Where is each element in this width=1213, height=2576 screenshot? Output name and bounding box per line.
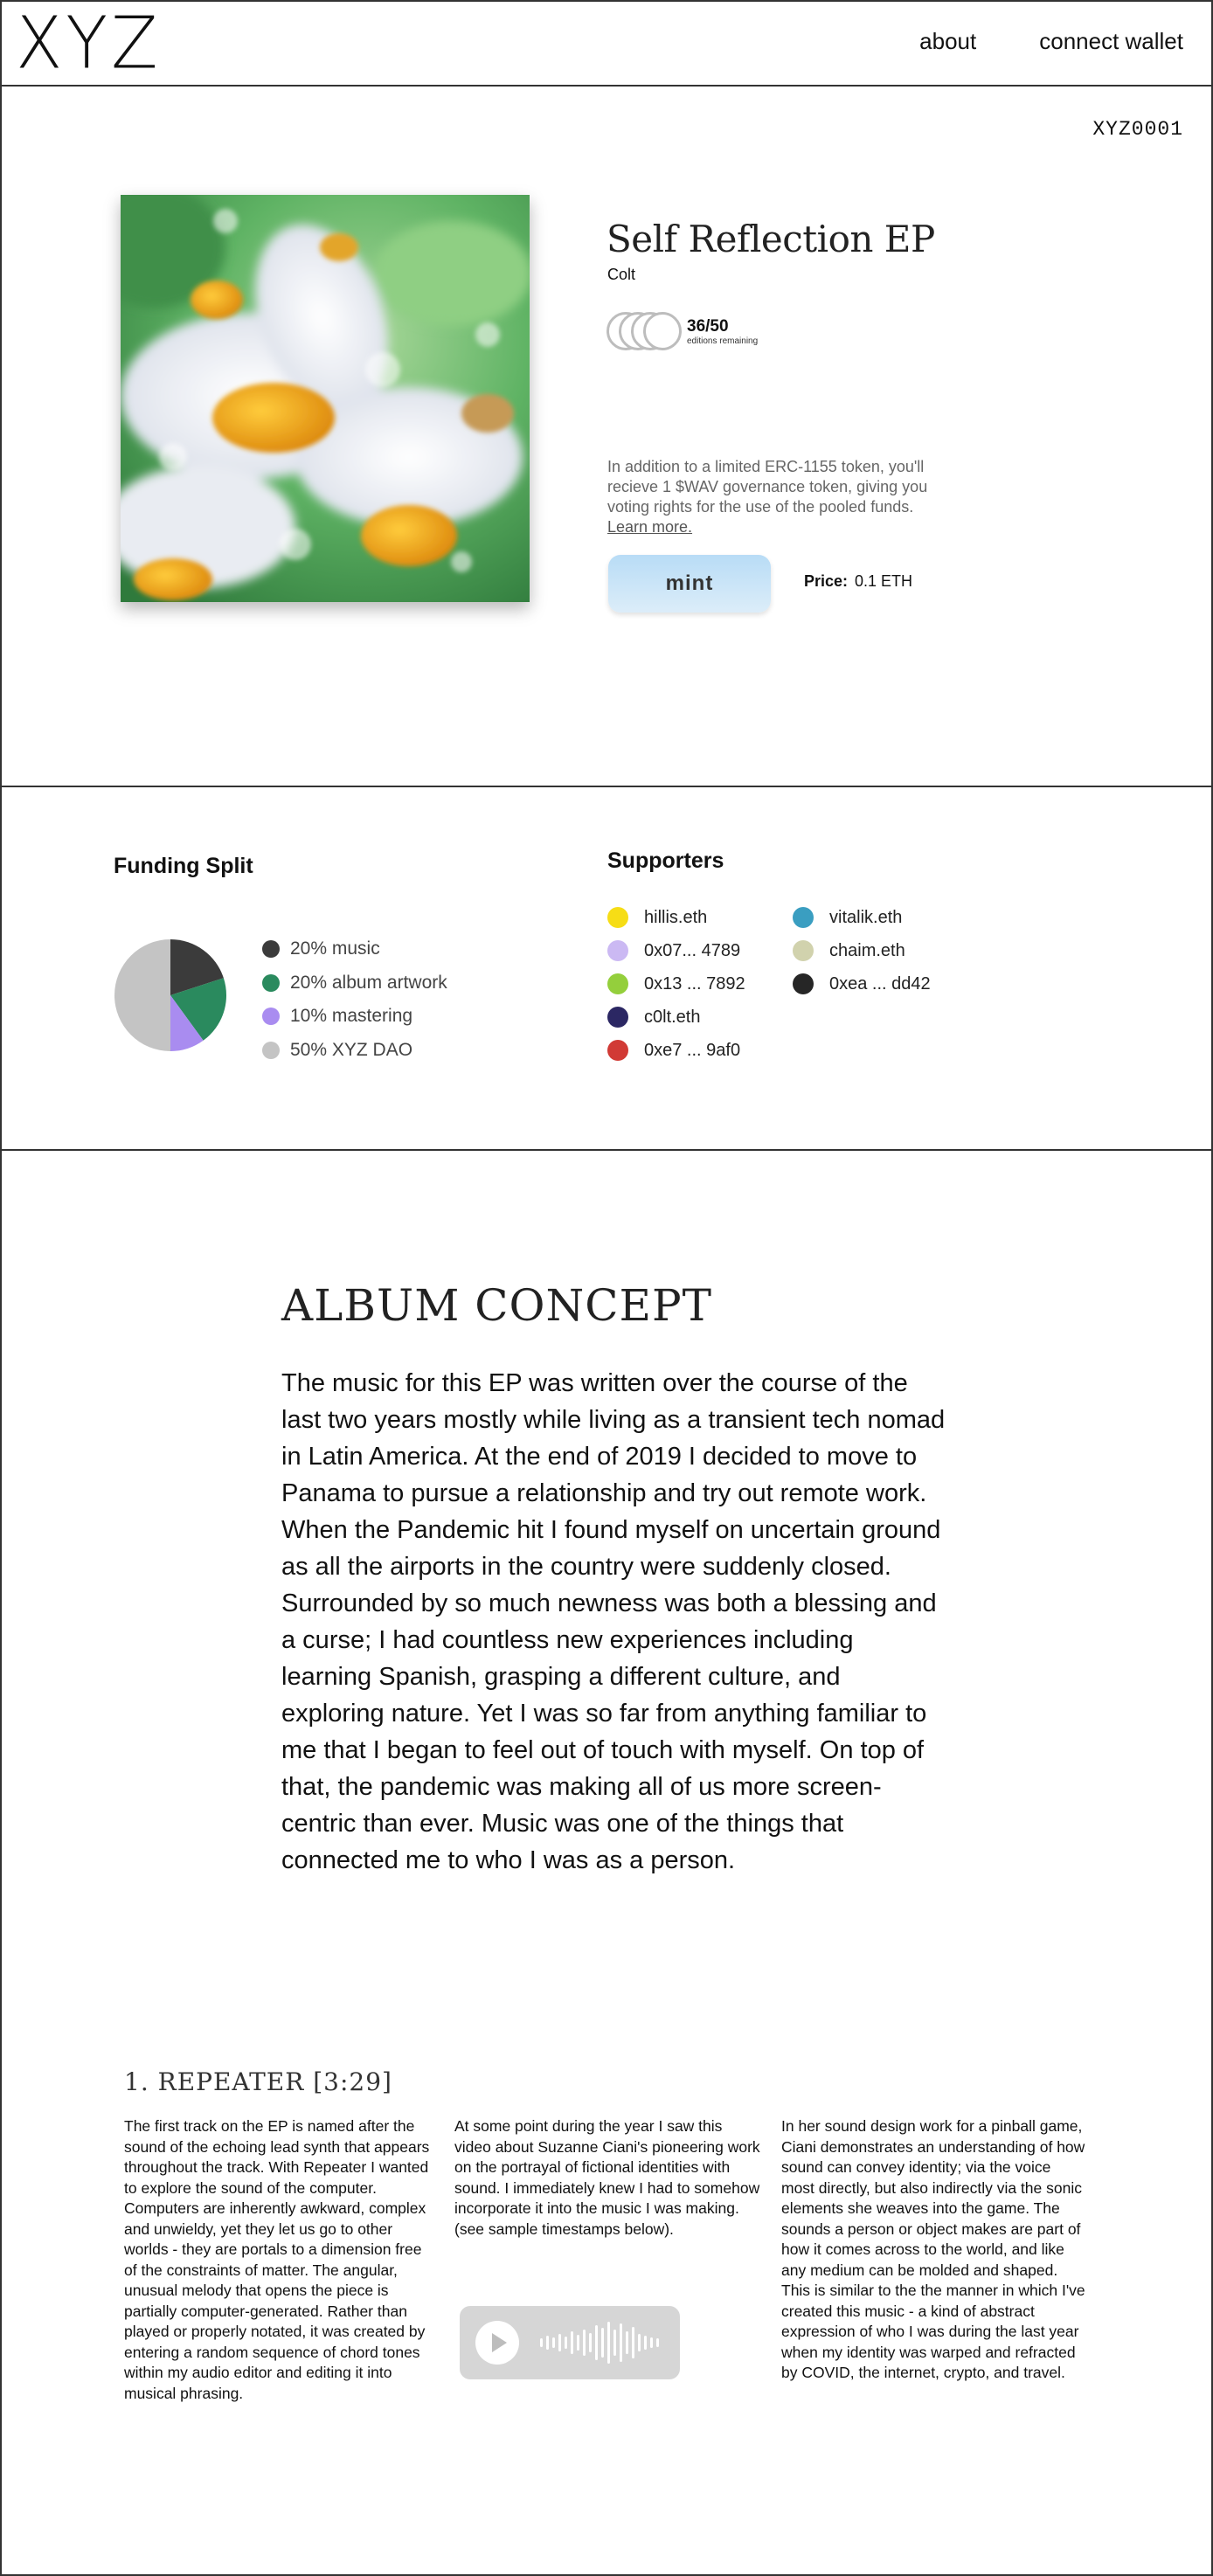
- supporter-item[interactable]: [607, 1034, 745, 1067]
- supporter-item[interactable]: [607, 1001, 745, 1034]
- funding-legend-item: [262, 932, 447, 966]
- album-concept-body: The music for this EP was written over the course of the last two years mostly while living as a transient tech nomad in Latin America. At the end of 2019 I decided to move to Panama to pursue a relationship and try out remote work. When the Pandemic hit I found myself on uncertain ground as all the airports in the country were suddenly closed. Surrounded by so much newness was both a blessing and a curse; I had countless new experiences including learning Spanish, grasping a different culture, and exploring nature. Yet I was so far from anything familiar to me that I began to feel out of touch with myself. On top of that, the pandemic was making all of us more screen-centric than ever. Music was one of the things that connected me to who I was as a person.: [281, 1369, 946, 1874]
- artist-name[interactable]: Colt: [607, 266, 636, 283]
- supporter-name: vitalik.eth: [829, 907, 903, 927]
- supporter-avatar-icon: [607, 1007, 628, 1028]
- price-value: 0.1 ETH: [855, 572, 913, 590]
- supporter-item[interactable]: [793, 934, 931, 967]
- supporter-avatar-icon: [607, 973, 628, 994]
- release-section: [0, 87, 1213, 787]
- supporters-list-left: [607, 901, 745, 1067]
- album-concept-title: ALBUM CONCEPT: [281, 1280, 713, 1331]
- track-title: 1. REPEATER [3:29]: [124, 2067, 392, 2096]
- legend-dot-icon: [262, 1042, 280, 1059]
- release-description: [607, 457, 948, 537]
- waveform-icon[interactable]: [540, 2316, 671, 2369]
- supporter-name: hillis.eth: [644, 907, 708, 927]
- supporters-list-right: [793, 901, 931, 1001]
- track-text-column-2: At some point during the year I saw this video about Suzanne Ciani's pioneering work on the portrayal of fictional identities with sound. I immediately knew I had to somehow incorporate it into the music I was making. (see sample timestamps below).: [454, 2117, 760, 2238]
- release-title: Self Reflection EP: [606, 218, 935, 260]
- supporters-title: Supporters: [607, 848, 724, 873]
- supporter-name: 0x07... 4789: [644, 940, 741, 960]
- album-cover-image: [121, 195, 530, 602]
- supporter-name: 0xe7 ... 9af0: [644, 1040, 741, 1060]
- supporter-avatar-icon: [793, 907, 814, 928]
- editions-label: editions remaining: [687, 336, 759, 346]
- legend-label: 20% music: [290, 938, 380, 959]
- pie-slice-3: [114, 939, 170, 1051]
- price: [804, 572, 912, 591]
- learn-more-link[interactable]: Learn more.: [607, 518, 693, 536]
- supporter-item[interactable]: [607, 901, 745, 934]
- connect-wallet-button[interactable]: connect wallet: [1039, 28, 1183, 54]
- supporter-avatar-icon: [793, 973, 814, 994]
- legend-dot-icon: [262, 974, 280, 992]
- legend-label: 50% XYZ DAO: [290, 1039, 413, 1060]
- mint-button[interactable]: mint: [608, 555, 771, 613]
- legend-label: 20% album artwork: [290, 972, 447, 993]
- site-header: [0, 0, 1213, 87]
- site-logo[interactable]: XYZ: [16, 2, 162, 86]
- supporter-name: chaim.eth: [829, 940, 905, 960]
- editions-count: 36/50: [687, 316, 729, 336]
- legend-label: 10% mastering: [290, 1006, 413, 1027]
- supporter-avatar-icon: [607, 940, 628, 961]
- price-label: Price:: [804, 572, 849, 590]
- funding-section: [0, 787, 1213, 1151]
- about-link[interactable]: about: [919, 28, 977, 54]
- supporter-item[interactable]: [793, 901, 931, 934]
- audio-player: [460, 2306, 680, 2379]
- supporter-item[interactable]: [607, 934, 745, 967]
- funding-split-title: Funding Split: [114, 854, 253, 878]
- funding-pie-chart: [114, 938, 227, 1052]
- legend-dot-icon: [262, 940, 280, 958]
- play-icon[interactable]: [475, 2321, 519, 2365]
- top-nav: [919, 28, 1183, 55]
- supporter-item[interactable]: [793, 967, 931, 1001]
- funding-legend-item: [262, 966, 447, 1001]
- supporter-name: 0x13 ... 7892: [644, 973, 745, 994]
- legend-dot-icon: [262, 1008, 280, 1025]
- editions-circles-icon: [606, 310, 683, 352]
- editions-indicator: [606, 310, 758, 352]
- track-text-column-1: The first track on the EP is named after the sound of the echoing lead synth that appears throughout the track. With Repeater I wanted to explore the sound of the computer. Computers are inherently awkward, complex and unwieldy, yet they let us go to other worlds - they are portals to a dimension free of the constraints of matter. The angular, unusual melody that opens the piece is partially computer-generated. Rather than played or properly notated, it was created by entering a random sequence of chord tones within my audio editor and editing it into musical phrasing.: [124, 2117, 430, 2402]
- supporter-avatar-icon: [793, 940, 814, 961]
- supporter-avatar-icon: [607, 1040, 628, 1061]
- funding-legend: [262, 932, 447, 1067]
- funding-legend-item: [262, 1000, 447, 1034]
- supporter-item[interactable]: [607, 967, 745, 1001]
- supporter-name: 0xea ... dd42: [829, 973, 931, 994]
- token-id: XYZ0001: [1092, 118, 1183, 141]
- supporter-name: c0lt.eth: [644, 1007, 701, 1027]
- track-text-column-3: In her sound design work for a pinball game, Ciani demonstrates an understanding of how sound can convey identity; via the voice most directly, but also indirectly via the sonic elements she weaves into the game. The sounds a person or object makes are part of how it comes across to the world, and like any medium can be molded and shaped. This is similar to the the manner in which I've created this music - a kind of abstract expression of who I was during the last year when my identity was warped and refracted by COVID, the internet, crypto, and travel.: [781, 2117, 1085, 2381]
- funding-legend-item: [262, 1034, 447, 1068]
- description-text: In addition to a limited ERC-1155 token, you'll recieve 1 $WAV governance token, giving you voting rights for the use of the pooled funds.: [607, 458, 928, 516]
- supporter-avatar-icon: [607, 907, 628, 928]
